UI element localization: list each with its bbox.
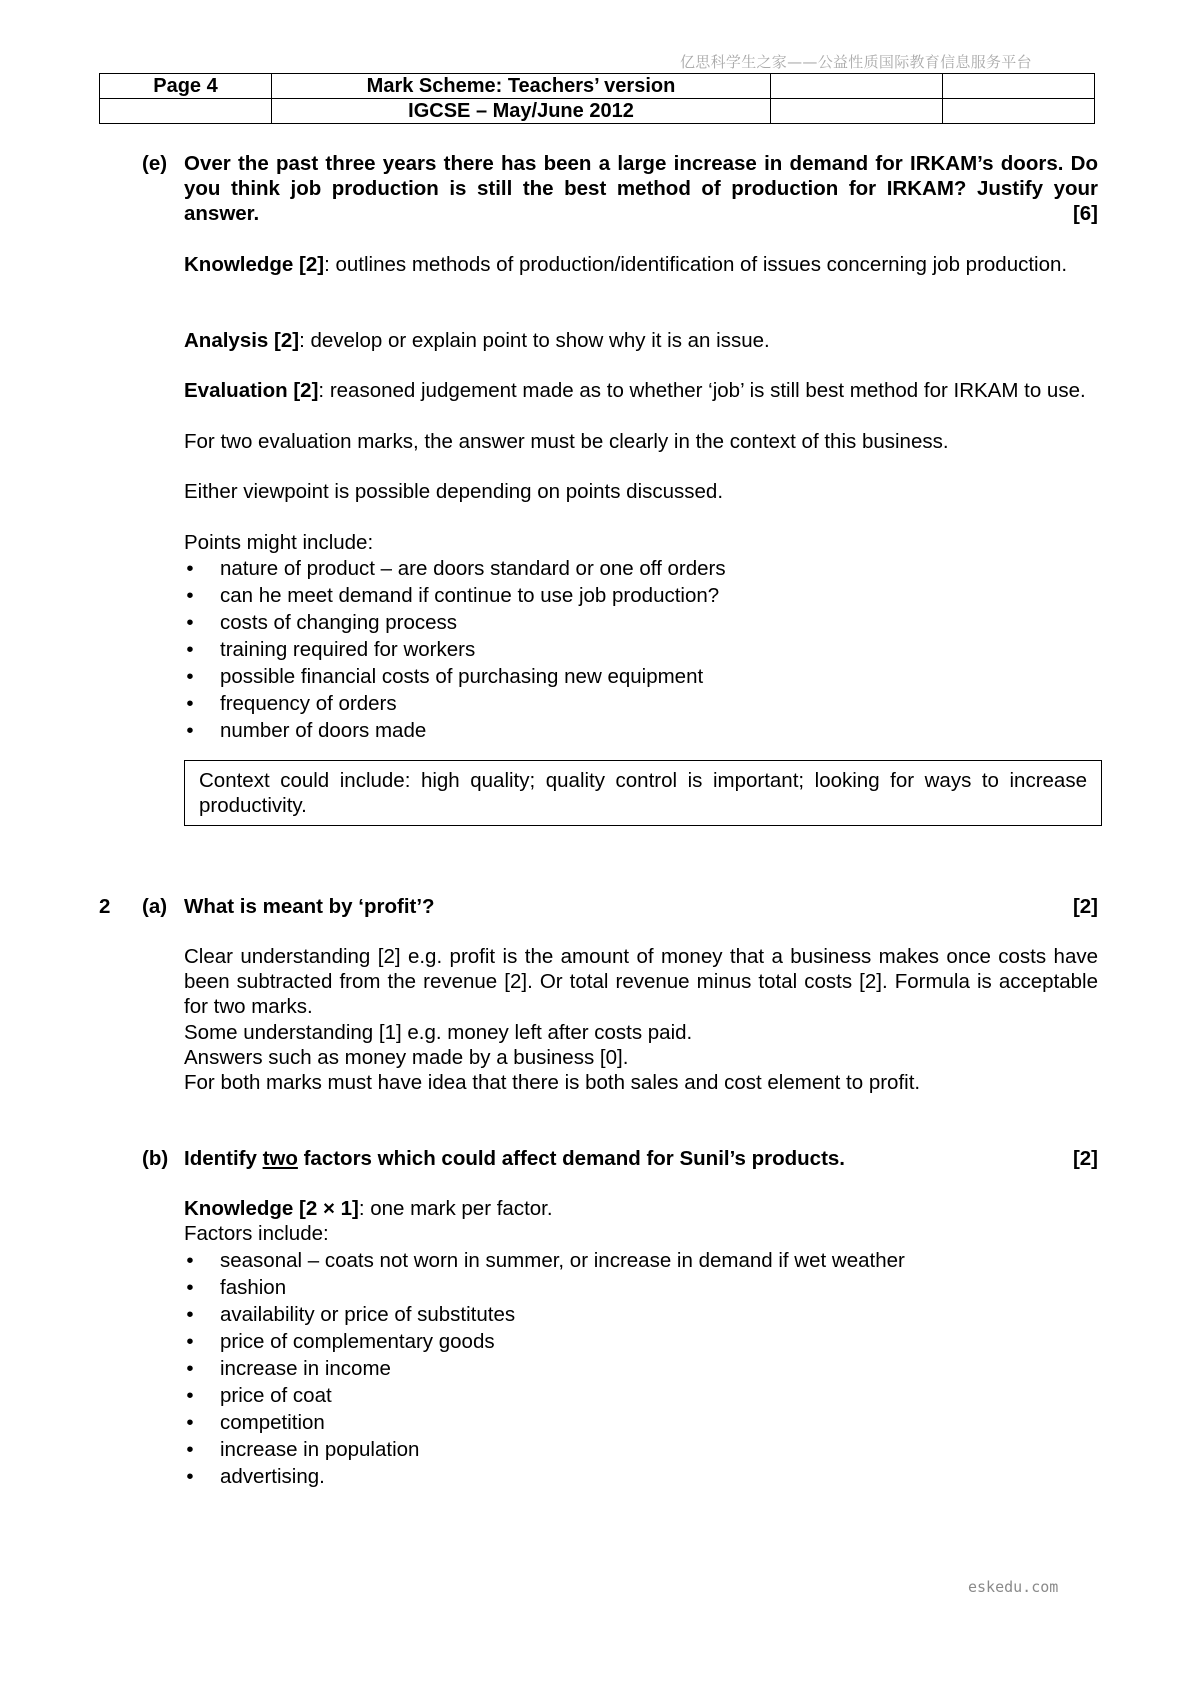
bullet-icon: •: [186, 1357, 194, 1380]
list-item-text: price of coat: [220, 1384, 332, 1407]
q1e-viewpoint: Either viewpoint is possible depending on points discussed.: [184, 480, 724, 503]
q2b-label: (b): [142, 1147, 169, 1170]
q1e-question: [184, 151, 1098, 226]
q1e-question-text: Over the past three years there has been a large increase in demand for IRKAM’s doors. Do you think job production is still the best method of production for IRKAM? Justify your answer.: [184, 152, 1098, 225]
bullet-icon: •: [186, 638, 194, 661]
list-item: [184, 1355, 1098, 1382]
list-item: [184, 1247, 1098, 1274]
list-item: [184, 663, 1098, 690]
bullet-icon: •: [186, 1276, 194, 1299]
q2b-knowledge: [184, 1196, 1098, 1221]
bullet-icon: •: [186, 584, 194, 607]
list-item: [184, 1436, 1098, 1463]
list-item: [184, 1409, 1098, 1436]
header-page: Page 4: [100, 74, 272, 99]
list-item-text: price of complementary goods: [220, 1330, 495, 1353]
list-item-text: possible financial costs of purchasing new equipment: [220, 665, 704, 688]
list-item: [184, 1328, 1098, 1355]
header-empty-cell: [943, 99, 1095, 124]
q2a-answer-4: For both marks must have idea that there is both sales and cost element to profit.: [184, 1071, 921, 1094]
q2a-question-text: What is meant by ‘profit’?: [184, 895, 435, 918]
list-item-text: frequency of orders: [220, 692, 397, 715]
page-header-table: [99, 73, 1095, 124]
list-item: [184, 636, 1098, 663]
list-item-text: fashion: [220, 1276, 287, 1299]
list-item: [184, 609, 1098, 636]
q2a-question: [184, 894, 1098, 919]
q1e-knowledge: [184, 252, 1098, 277]
q2b-marks: [2]: [1072, 1147, 1098, 1170]
watermark-bottom: eskedu.com: [968, 1578, 1059, 1596]
bullet-icon: •: [186, 1384, 194, 1407]
list-item: [184, 1301, 1098, 1328]
header-subtitle: IGCSE – May/June 2012: [272, 99, 771, 124]
list-item-text: availability or price of substitutes: [220, 1303, 516, 1326]
bullet-icon: •: [186, 665, 194, 688]
q1e-points-list: [184, 555, 1098, 744]
q1e-analysis-label: Analysis [2]: [184, 329, 300, 352]
list-item-text: training required for workers: [220, 638, 476, 661]
list-item: [184, 582, 1098, 609]
q1e-knowledge-text: : outlines methods of production/identification of issues concerning job production.: [324, 253, 1068, 276]
bullet-icon: •: [186, 1249, 194, 1272]
list-item: [184, 717, 1098, 744]
header-empty-cell: [943, 74, 1095, 99]
list-item-text: can he meet demand if continue to use job production?: [220, 584, 720, 607]
list-item-text: competition: [220, 1411, 325, 1434]
q1e-marks: [6]: [1072, 202, 1098, 225]
bullet-icon: •: [186, 1438, 194, 1461]
q2a-answer-3: Answers such as money made by a business [0].: [184, 1046, 629, 1069]
q1e-evaluation-label: Evaluation [2]: [184, 379, 319, 402]
q2b-question: [184, 1146, 1098, 1171]
q2b-question-pre: Identify: [184, 1147, 263, 1170]
q1e-analysis: [184, 328, 1098, 353]
q1e-evaluation-note: For two evaluation marks, the answer must be clearly in the context of this business.: [184, 430, 949, 453]
q2a-answer-1: Clear understanding [2] e.g. profit is the amount of money that a business makes once costs have been subtracted from the revenue [2]. Or total revenue minus total costs [2]. Formula is acceptable for two marks.: [184, 945, 1098, 1018]
bullet-icon: •: [186, 1303, 194, 1326]
q1e-label: (e): [142, 152, 168, 175]
header-empty-cell: [771, 74, 943, 99]
context-box: Context could include: high quality; quality control is important; looking for ways to increase productivity.: [184, 760, 1102, 826]
list-item-text: nature of product – are doors standard or one off orders: [220, 557, 726, 580]
q1e-knowledge-label: Knowledge [2]: [184, 253, 325, 276]
bullet-icon: •: [186, 692, 194, 715]
q2b-factors-intro: Factors include:: [184, 1222, 329, 1245]
q2b-factors-list: [184, 1247, 1098, 1490]
list-item-text: costs of changing process: [220, 611, 458, 634]
list-item-text: number of doors made: [220, 719, 427, 742]
header-empty-cell: [771, 99, 943, 124]
bullet-icon: •: [186, 1411, 194, 1434]
watermark-top: 亿思科学生之家——公益性质国际教育信息服务平台: [680, 53, 1032, 71]
list-item: [184, 690, 1098, 717]
list-item-text: increase in income: [220, 1357, 391, 1380]
q2a-label: (a): [142, 895, 168, 918]
list-item-text: increase in population: [220, 1438, 420, 1461]
q2b-question-underlined: two: [262, 1147, 298, 1170]
list-item-text: seasonal – coats not worn in summer, or increase in demand if wet weather: [220, 1249, 905, 1272]
q2a-marks: [2]: [1072, 895, 1098, 918]
bullet-icon: •: [186, 557, 194, 580]
q2a-answer-2: Some understanding [1] e.g. money left after costs paid.: [184, 1021, 693, 1044]
bullet-icon: •: [186, 1330, 194, 1353]
q1e-points-intro: Points might include:: [184, 531, 374, 554]
list-item: [184, 1463, 1098, 1490]
q1e-evaluation: [184, 378, 1098, 403]
list-item: [184, 555, 1098, 582]
q1e-analysis-text: : develop or explain point to show why it is an issue.: [299, 329, 770, 352]
bullet-icon: •: [186, 719, 194, 742]
bullet-icon: •: [186, 1465, 194, 1488]
bullet-icon: •: [186, 611, 194, 634]
header-empty-cell: [100, 99, 272, 124]
list-item-text: advertising.: [220, 1465, 325, 1488]
q2b-knowledge-label: Knowledge [2 × 1]: [184, 1197, 359, 1220]
q1e-evaluation-text: : reasoned judgement made as to whether ‘job’ is still best method for IRKAM to use.: [318, 379, 1086, 402]
q2b-question-post: factors which could affect demand for Sunil’s products.: [297, 1147, 846, 1170]
q2b-knowledge-text: : one mark per factor.: [358, 1197, 553, 1220]
q2-number: 2: [99, 895, 111, 918]
list-item: [184, 1382, 1098, 1409]
list-item: [184, 1274, 1098, 1301]
header-title: Mark Scheme: Teachers’ version: [272, 74, 771, 99]
